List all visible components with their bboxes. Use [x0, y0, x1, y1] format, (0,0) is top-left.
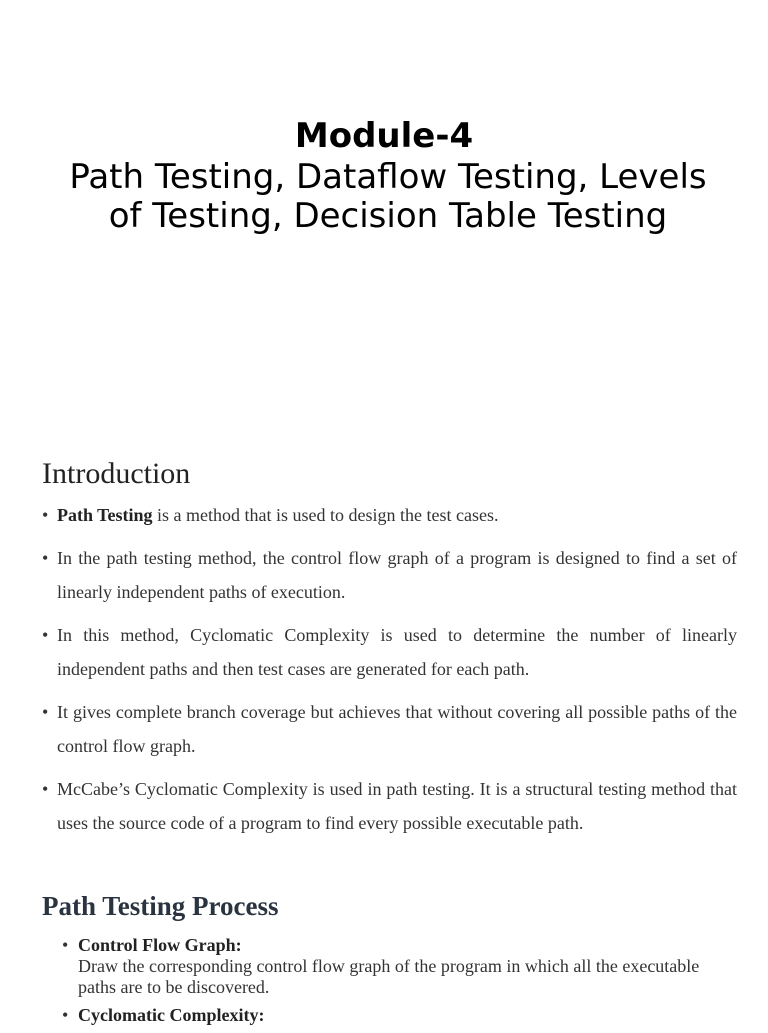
process-step-description: Draw the corresponding control flow graph of the program in which all the executable paths are to be discovered. [78, 956, 700, 997]
bullet-bold-term: Path Testing [57, 505, 153, 525]
introduction-bullet [42, 772, 737, 840]
introduction-bullet [42, 618, 737, 686]
process-step [62, 1005, 702, 1026]
module-subtitle: Path Testing, Dataflow Testing, Levels of Testing, Decision Table Testing [69, 157, 707, 236]
introduction-bullet [42, 541, 737, 609]
bullet-text: In the path testing method, the control flow graph of a program is designed to find a set of linearly independent paths of execution. [57, 548, 737, 602]
bullet-dot-icon: • [42, 548, 49, 568]
bullet-dot-icon: • [62, 1005, 69, 1025]
introduction-heading: Introduction [42, 457, 191, 490]
process-step-term: Control Flow Graph: [78, 935, 242, 955]
bullet-text: It gives complete branch coverage but achieves that without covering all possible paths of the control flow graph. [57, 702, 737, 756]
bullet-dot-icon: • [42, 779, 49, 799]
bullet-dot-icon: • [42, 702, 49, 722]
bullet-dot-icon: • [62, 935, 69, 955]
title-slide [0, 0, 768, 430]
process-heading: Path Testing Process [42, 891, 279, 921]
process-step-list [62, 935, 702, 1033]
bullet-text: In this method, Cyclomatic Complexity is used to determine the number of linearly independent paths and then test cases are generated for each path. [57, 625, 737, 679]
bullet-dot-icon: • [42, 505, 49, 525]
bullet-text: McCabe’s Cyclomatic Complexity is used in path testing. It is a structural testing method that uses the source code of a program to find every possible executable path. [57, 779, 737, 833]
bullet-text: is a method that is used to design the test cases. [152, 505, 499, 525]
process-step [62, 935, 702, 998]
introduction-bullet-list [42, 498, 737, 849]
introduction-bullet [42, 695, 737, 763]
bullet-dot-icon: • [42, 625, 49, 645]
process-step-term: Cyclomatic Complexity: [78, 1005, 265, 1025]
introduction-bullet [42, 498, 737, 532]
module-title: Module-4 [294, 116, 474, 156]
